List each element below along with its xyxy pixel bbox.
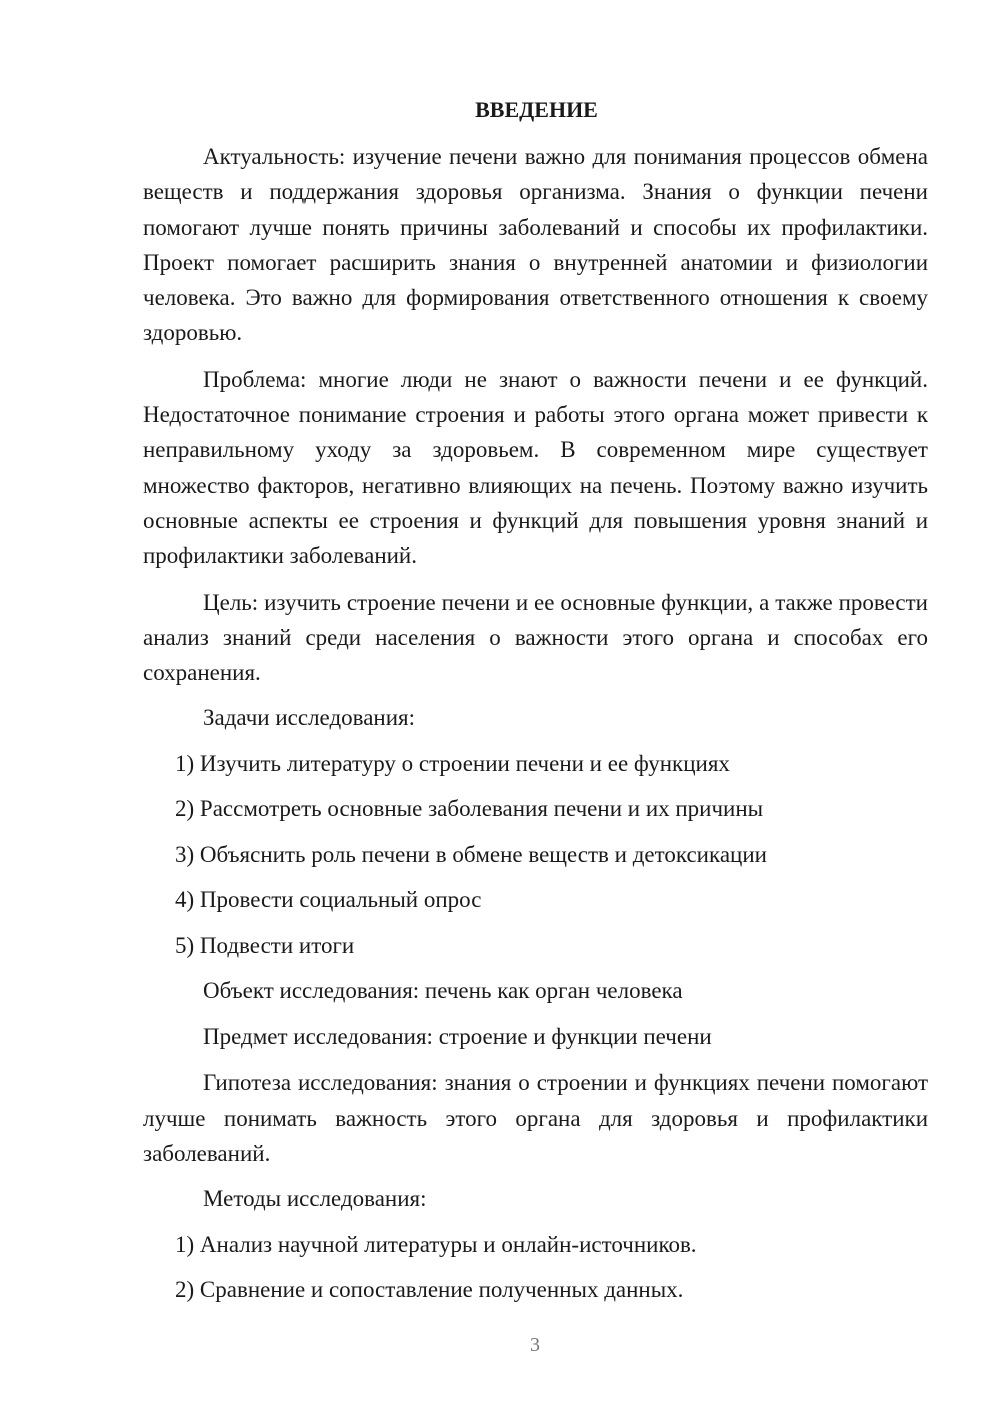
list-item: 2) Сравнение и сопоставление полученных данных. (175, 1277, 684, 1303)
tasks-heading: Задачи исследования: (203, 705, 416, 731)
page-number: 3 (530, 1334, 540, 1356)
list-item: 2) Рассмотреть основные заболевания печени и их причины (175, 796, 764, 822)
page-title: ВВЕДЕНИЕ (475, 97, 598, 122)
list-item: 4) Провести социальный опрос (175, 887, 482, 913)
methods-list (143, 1228, 928, 1308)
list-item: 1) Изучить литературу о строении печени и ее функциях (175, 750, 730, 776)
tasks-list (143, 747, 928, 964)
research-object: Объект исследования: печень как орган человека (203, 978, 683, 1004)
relevance-paragraph: Актуальность: изучение печени важно для понимания процессов обмена веществ и поддержания здоровья организма. Знания о функции печени помогают лучше понять причины заболеваний и способы их профилактики. Проект помогает расширить знания о внутренней анатомии и физиологии человека. Это важно для формирования ответственного отношения к своему здоровью. (143, 144, 928, 346)
goal-paragraph: Цель: изучить строение печени и ее основные функции, а также провести анализ знаний среди населения о важности этого органа и способах его сохранения. (143, 589, 928, 686)
document-body (143, 95, 928, 1319)
list-item: 5) Подвести итоги (175, 932, 355, 958)
list-item: 3) Объяснить роль печени в обмене веществ и детоксикации (175, 841, 767, 867)
list-item: 1) Анализ научной литературы и онлайн-источников. (175, 1231, 697, 1257)
methods-heading: Методы исследования: (203, 1186, 427, 1212)
problem-paragraph: Проблема: многие люди не знают о важности печени и ее функций. Недостаточное понимание строения и работы этого органа может привести к неправильному уходу за здоровьем. В современном мире существует множество факторов, негативно влияющих на печень. Поэтому важно изучить основные аспекты ее строения и функций для повышения уровня знаний и профилактики заболеваний. (143, 366, 928, 569)
hypothesis-paragraph: Гипотеза исследования: знания о строении и функциях печени помогают лучше понимать важность этого органа для здоровья и профилактики заболеваний. (143, 1070, 928, 1167)
research-subject: Предмет исследования: строение и функции печени (203, 1023, 712, 1049)
